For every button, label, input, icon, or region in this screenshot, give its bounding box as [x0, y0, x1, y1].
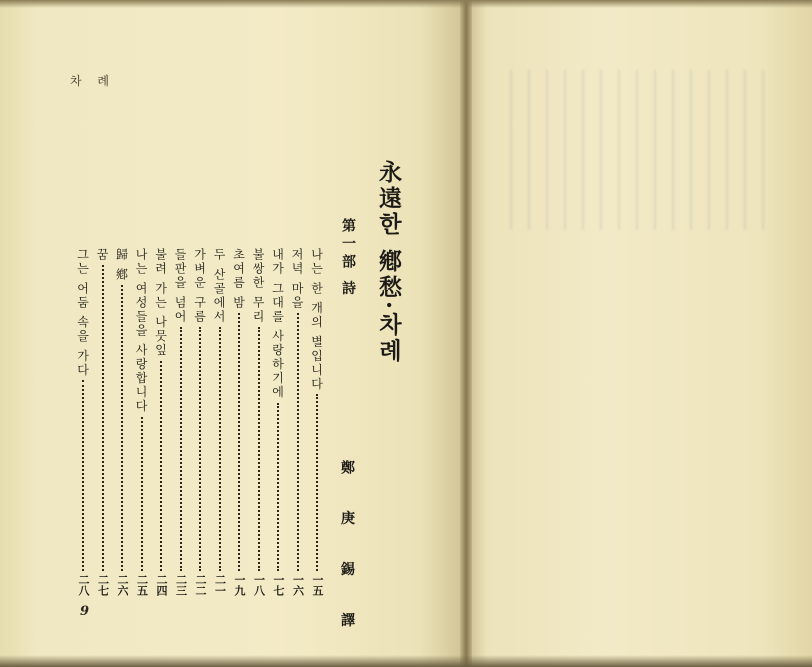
toc-entry-title: 내가 그대를 사랑하기에	[270, 248, 285, 400]
toc-entry-title: 불쌍한 무리	[251, 248, 265, 324]
toc-entry	[212, 248, 228, 596]
toc-entry-title: 초여름 밤	[231, 248, 246, 310]
toc-entry-page: 二一	[213, 574, 227, 596]
toc-entry	[231, 248, 247, 596]
toc-entry	[251, 248, 267, 596]
toc-entry	[95, 248, 111, 596]
toc-entry-page: 二三	[174, 574, 188, 596]
part-label: 第一部 詩	[340, 218, 356, 299]
toc-dot-leader	[219, 327, 221, 571]
translator-credit: 鄭 庚 錫 譯	[339, 460, 355, 643]
toc-entry-title: 불려 가는 나뭇잎	[153, 248, 168, 358]
toc-entry-title: 歸 鄕	[114, 248, 129, 282]
toc-dot-leader	[160, 361, 162, 571]
toc-entry-title: 꿈	[95, 248, 109, 262]
toc-dot-leader	[102, 265, 104, 571]
toc-entry-page: 二四	[155, 574, 168, 596]
toc-dot-leader	[316, 394, 318, 571]
toc-entry-title: 두 산골에서	[212, 248, 226, 324]
book-gutter	[460, 0, 472, 667]
book-title: 永遠한 鄕愁·차례	[375, 160, 402, 365]
toc-dot-leader	[297, 313, 299, 571]
toc-entry	[192, 248, 208, 596]
toc-entry-page: 二七	[96, 574, 110, 596]
toc-entry	[173, 248, 189, 596]
toc-entry-page: 一五	[311, 574, 324, 596]
toc-entry	[290, 248, 306, 596]
toc-entry	[75, 248, 91, 596]
toc-entry	[270, 248, 286, 596]
toc-entry	[309, 248, 325, 596]
running-head: 차 례	[70, 74, 115, 88]
toc-entry-page: 一六	[291, 574, 305, 596]
page-top-edge	[0, 0, 812, 8]
toc-dot-leader	[121, 285, 123, 571]
toc-entry-title: 들판을 넘어	[173, 248, 187, 324]
toc-entry-page: 二五	[135, 574, 149, 596]
toc-dot-leader	[141, 417, 143, 571]
toc-dot-leader	[82, 380, 84, 571]
toc-entry	[134, 248, 150, 596]
toc-entry-page: 一九	[233, 574, 246, 596]
toc-entry-title: 나는 한 개의 별입니다	[309, 248, 324, 392]
toc-entry-title: 저녁 마을	[290, 248, 304, 310]
toc-entry-title: 가벼운 구름	[192, 248, 207, 324]
page-bottom-edge	[0, 655, 812, 667]
toc-entry-title: 나는 여성들을 사랑합니다	[134, 248, 148, 414]
toc-dot-leader	[258, 327, 260, 571]
toc-entry-title: 그는 어둠 속을 가다	[75, 248, 90, 378]
toc-dot-leader	[277, 403, 279, 571]
toc-entry-page: 二二	[194, 574, 207, 596]
show-through-text	[510, 70, 770, 230]
toc-dot-leader	[238, 313, 240, 571]
toc-entry-page: 一七	[272, 574, 285, 596]
page-number: 9	[80, 604, 90, 619]
toc-entry-page: 二八	[77, 574, 90, 596]
toc-entry	[153, 248, 169, 596]
toc-entry-page: 二六	[116, 574, 129, 596]
toc-entry-page: 一八	[252, 574, 266, 596]
toc-dot-leader	[180, 327, 182, 571]
toc-entry	[114, 248, 130, 596]
toc-dot-leader	[199, 327, 201, 571]
